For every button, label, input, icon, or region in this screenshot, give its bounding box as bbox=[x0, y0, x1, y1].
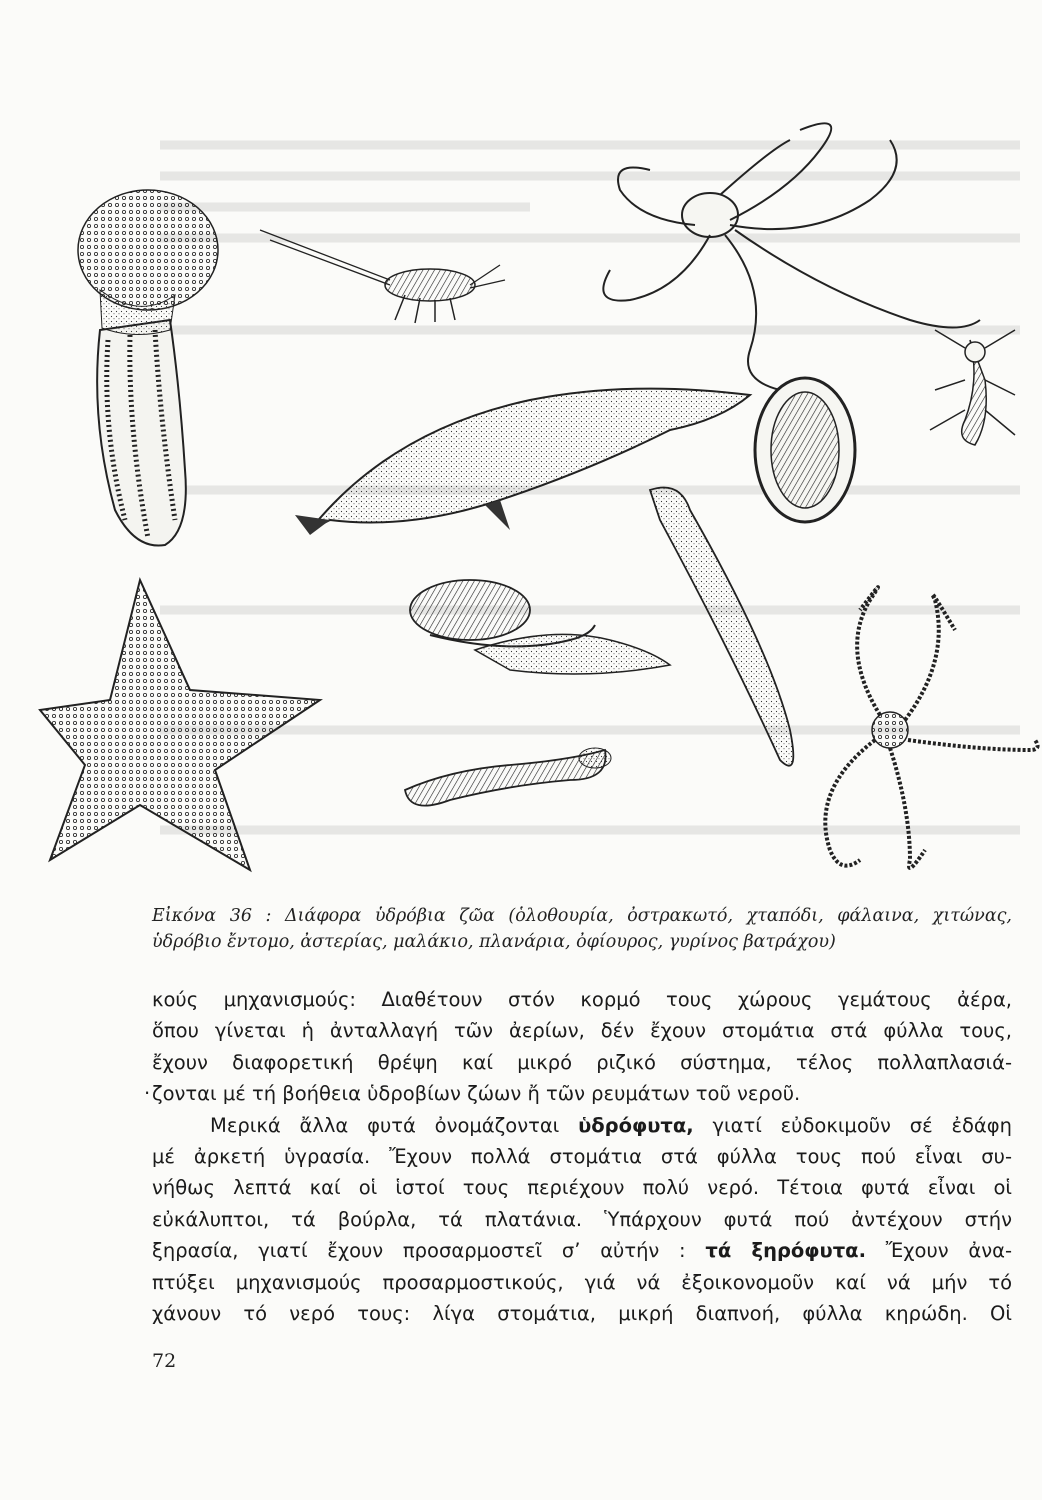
figure-36 bbox=[30, 90, 1042, 890]
bold-term-hydrophytes: ὑδρόφυτα, bbox=[578, 1113, 694, 1137]
figure-caption bbox=[152, 903, 1012, 955]
caption-line-2: ὑδρόβιο ἔντομο, ἀστερίας, μαλάκιο, πλανάρια, ὀφίουρος, γυρίνος βατράχου) bbox=[152, 932, 836, 952]
text-segment: Ἔχουν ἀνα- bbox=[865, 1239, 1012, 1263]
tadpole-drawing bbox=[405, 748, 611, 806]
caption-line-1: Εἰκόνα 36 : Διάφορα ὑδρόβια ζῶα (ὁλοθουρία, ὀστρακωτό, χταπόδι, φάλαινα, χιτώνας, bbox=[152, 906, 1012, 926]
body-text bbox=[152, 984, 1012, 1329]
text-line bbox=[152, 1110, 1012, 1141]
crustacean-drawing bbox=[260, 230, 505, 323]
aquatic-insect-drawing bbox=[930, 330, 1015, 445]
text-line: ἔχουν διαφορετική θρέψη καί μικρό ριζικό σύστημα, τέλος πολλαπλασιά- bbox=[152, 1050, 1012, 1074]
text-segment: ξηρασία, γιατί ἔχουν προσαρμοστεῖ σ’ αὐτήν : bbox=[152, 1239, 706, 1263]
text-line: νήθως λεπτά καί οἱ ἱστοί τους περιέχουν πολύ νερό. Τέτοια φυτά εἶναι οἱ bbox=[152, 1176, 1012, 1200]
text-line bbox=[152, 1235, 1012, 1266]
text-line: πτύξει μηχανισμούς προσαρμοστικούς, γιά νά ἐξοικονομοῦν καί νά μήν τό bbox=[152, 1270, 1012, 1294]
text-segment: Μερικά ἄλλα φυτά ὀνομάζονται bbox=[210, 1113, 579, 1137]
text-line: . ζονται μέ τή βοήθεια ὑδροβίων ζώων ἤ τῶν ρευμάτων τοῦ νεροῦ. bbox=[152, 1078, 1012, 1109]
text-line: κούς μηχανισμούς: Διαθέτουν στόν κορμό τους χώρους γεμάτους ἀέρα, bbox=[152, 988, 1012, 1011]
text-segment: γιατί εὐδοκιμοῦν σέ ἐδάφη bbox=[693, 1113, 1012, 1137]
aquatic-animals-illustration bbox=[30, 90, 1042, 890]
page-number: 72 bbox=[152, 1350, 177, 1372]
bold-term-xerophytes: τά ξηρόφυτα. bbox=[705, 1239, 866, 1263]
text-line: εὐκάλυπτοι, τά βούρλα, τά πλατάνια. Ὑπάρχουν φυτά πού ἀντέχουν στήν bbox=[152, 1207, 1012, 1231]
text-line: χάνουν τό νερό τους: λίγα στομάτια, μικρή διαπνοή, φύλλα κηρώδη. Οἱ bbox=[152, 1302, 1012, 1326]
text-line: μέ ἀρκετή ὑγρασία. Ἔχουν πολλά στομάτια στά φύλλα τους πού εἶναι συ- bbox=[152, 1145, 1012, 1169]
chiton-drawing bbox=[755, 378, 855, 522]
text-line: ὅπου γίνεται ἡ ἀνταλλαγή τῶν ἀερίων, δέν ἔχουν στομάτια στά φύλλα τους, bbox=[152, 1019, 1012, 1043]
octopus-drawing bbox=[603, 123, 980, 390]
planaria-drawing bbox=[475, 488, 793, 766]
